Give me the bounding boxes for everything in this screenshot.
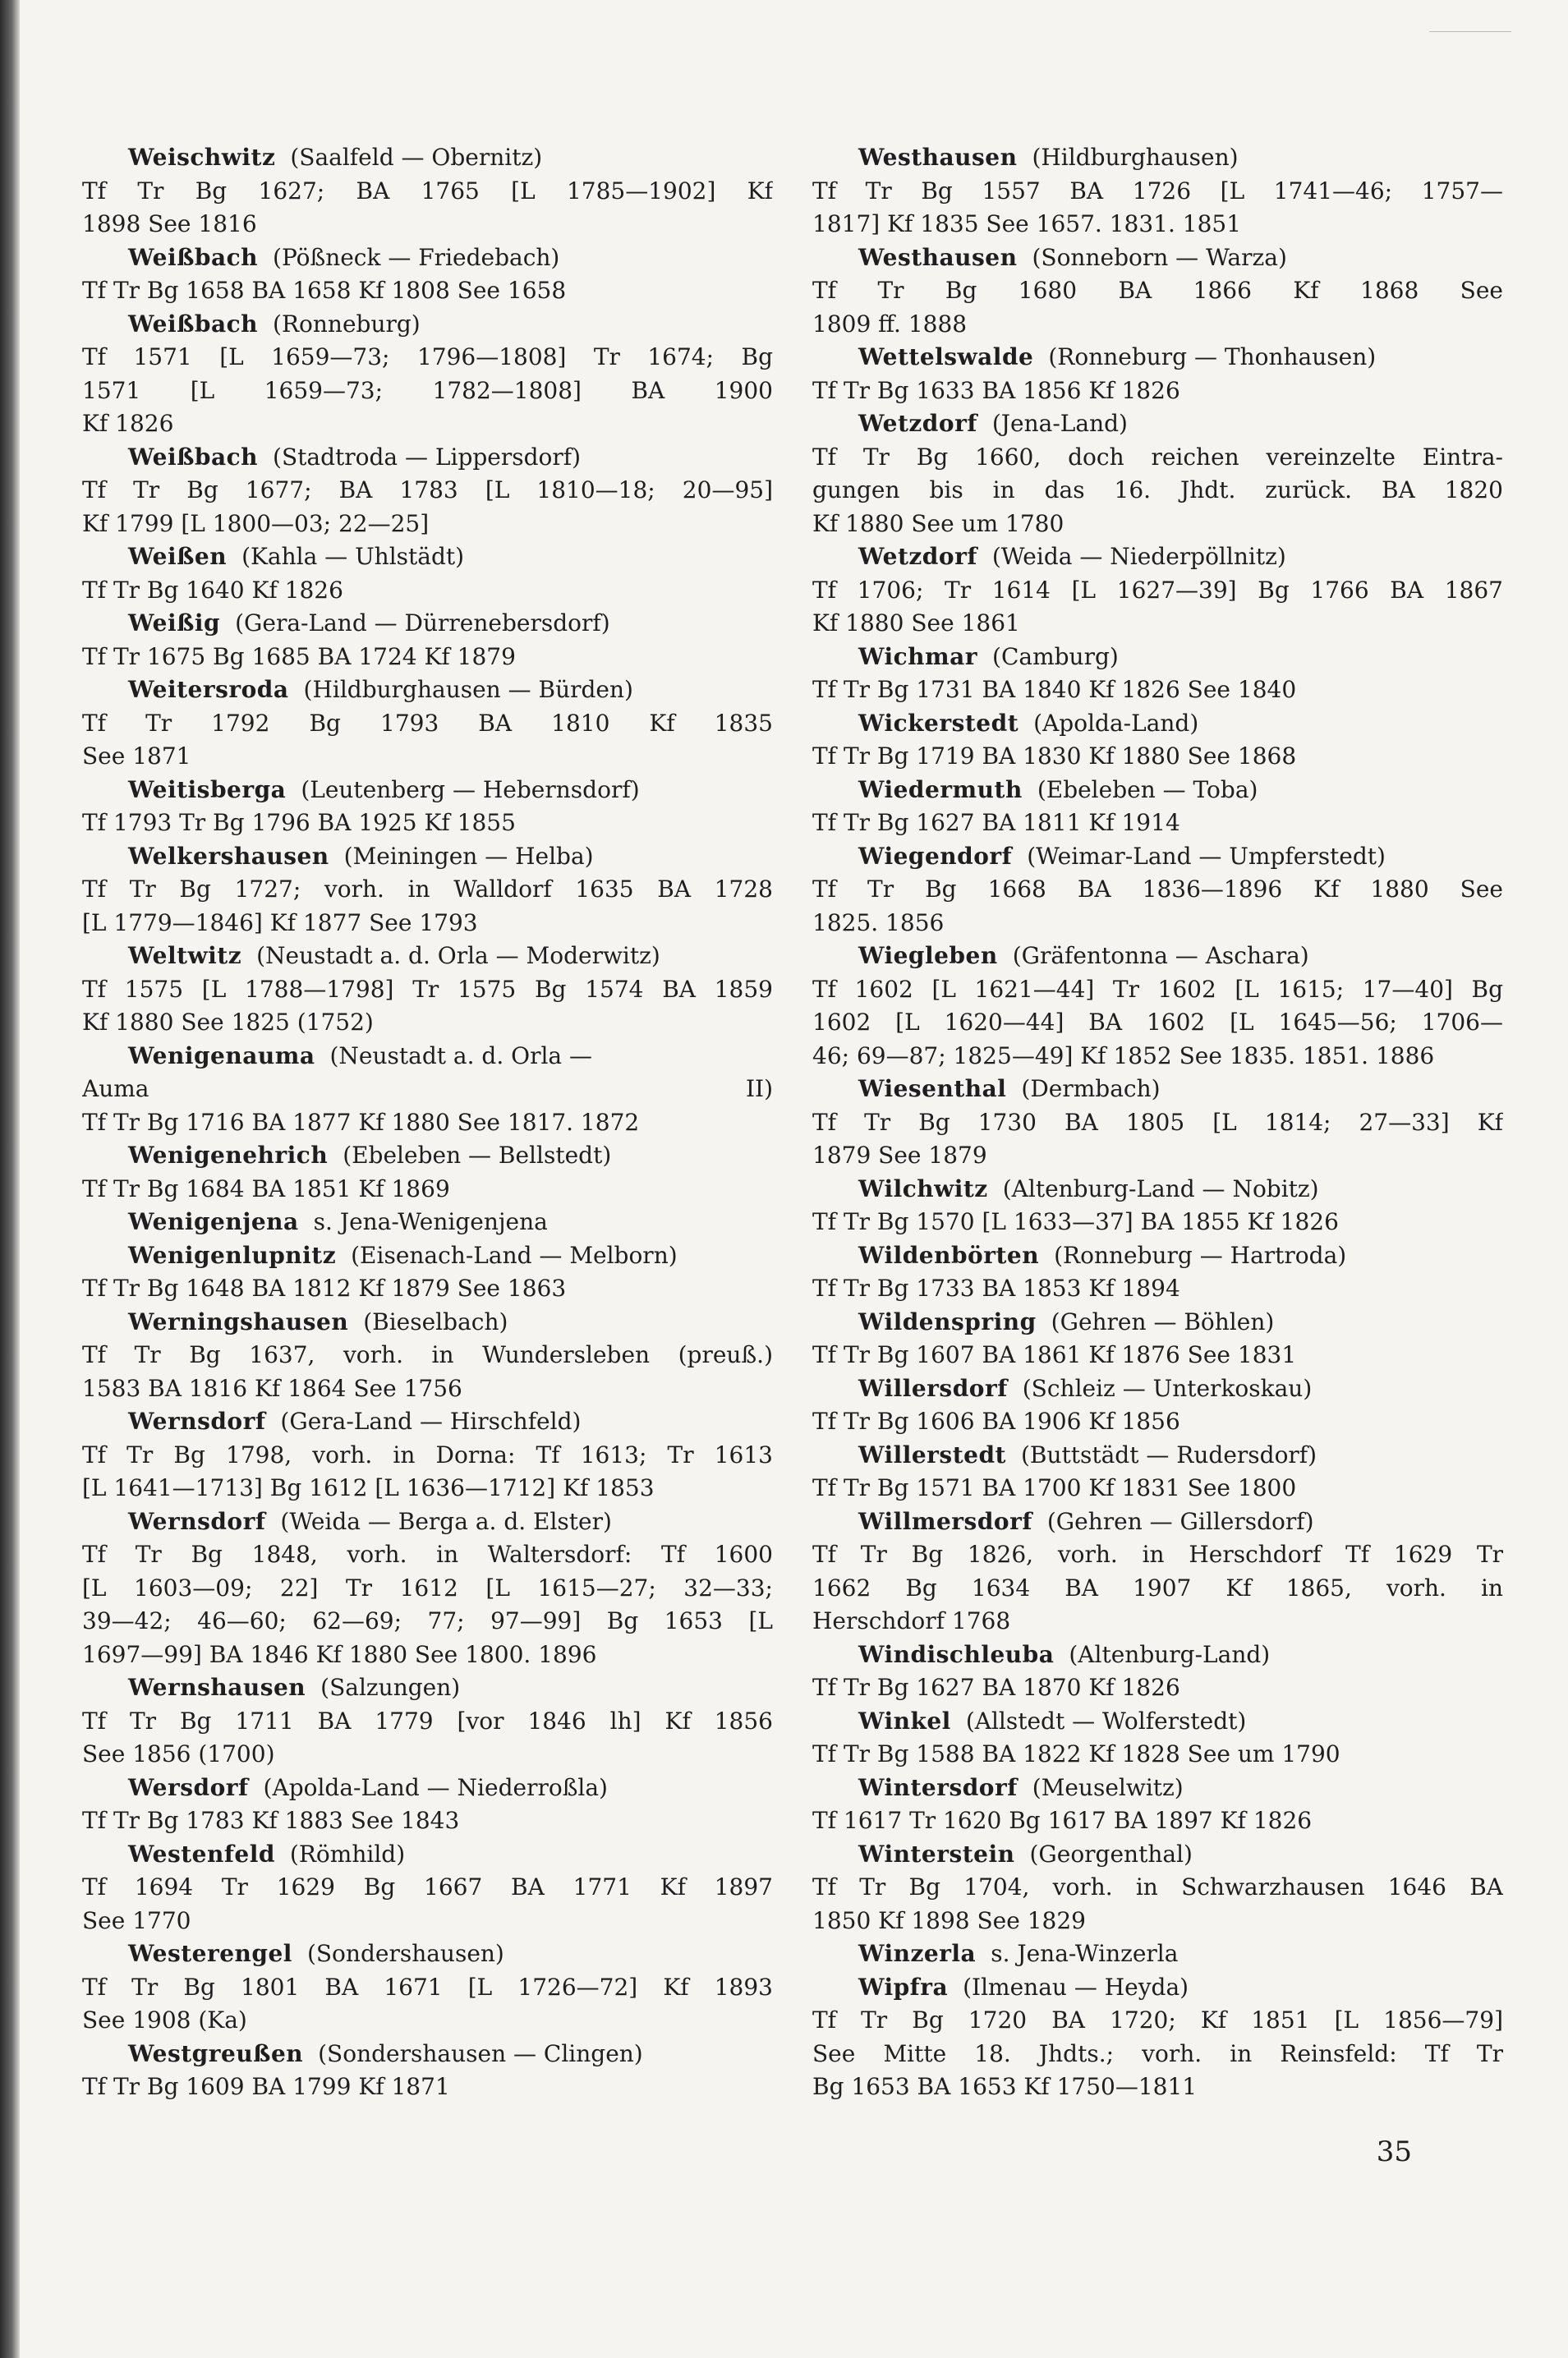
entry-heading bbox=[812, 1705, 1503, 1739]
district-reference: (Eisenach-Land — Melborn) bbox=[351, 1241, 678, 1269]
place-name: Wilchwitz bbox=[858, 1174, 988, 1202]
record-line: 1662 Bg 1634 BA 1907 Kf 1865, vorh. in bbox=[812, 1574, 1503, 1602]
district-reference: (Altenburg-Land) bbox=[1069, 1640, 1271, 1668]
entry-heading bbox=[812, 241, 1503, 275]
district-reference: (Ebeleben — Toba) bbox=[1037, 775, 1258, 803]
record-line: Tf Tr Bg 1606 BA 1906 Kf 1856 bbox=[812, 1408, 1180, 1435]
district-reference: (Sonneborn — Warza) bbox=[1032, 243, 1287, 271]
entry-heading bbox=[812, 407, 1503, 441]
entry-heading bbox=[82, 607, 773, 641]
place-name: Westgreußen bbox=[128, 2039, 304, 2067]
district-reference: (Kahla — Uhlstädt) bbox=[241, 543, 465, 570]
entry-heading bbox=[82, 1505, 773, 1539]
record-line: Tf Tr Bg 1848, vorh. in Waltersdorf: Tf 1600 bbox=[82, 1541, 773, 1568]
place-name: Wipfra bbox=[858, 1973, 949, 2001]
place-name: Windischleuba bbox=[858, 1640, 1055, 1668]
register-entry bbox=[82, 607, 773, 673]
record-line: Tf 1602 [L 1621—44] Tr 1602 [L 1615; 17—40] Bg bbox=[812, 975, 1503, 1003]
entry-heading bbox=[812, 707, 1503, 741]
place-name: Wichmar bbox=[858, 642, 978, 670]
record-line: Kf 1880 See 1861 bbox=[812, 609, 1020, 637]
record-line: Tf Tr Bg 1727; vorh. in Walldorf 1635 BA 1728 bbox=[82, 876, 773, 903]
place-name: Wildenspring bbox=[858, 1308, 1037, 1335]
entry-heading bbox=[82, 2038, 773, 2071]
district-reference: (Schleiz — Unterkoskau) bbox=[1022, 1374, 1313, 1402]
register-entry bbox=[812, 540, 1503, 641]
record-line: Tf Tr Bg 1571 BA 1700 Kf 1831 See 1800 bbox=[812, 1474, 1297, 1501]
place-name: Wiedermuth bbox=[858, 775, 1023, 803]
entry-heading bbox=[82, 1772, 773, 1805]
place-name: Weltwitz bbox=[128, 942, 242, 969]
register-entry bbox=[812, 1173, 1503, 1239]
place-name: Westerengel bbox=[128, 1940, 292, 1967]
page-number: 35 bbox=[1376, 2135, 1412, 2168]
record-line: Tf Tr Bg 1637, vorh. in Wundersleben (preuß.) bbox=[82, 1341, 773, 1368]
place-name: Weißen bbox=[128, 543, 228, 570]
place-name: Wenigenehrich bbox=[128, 1142, 329, 1169]
register-entry bbox=[82, 1937, 773, 2038]
place-name: Westhausen bbox=[858, 144, 1018, 171]
record-line: 1898 See 1816 bbox=[82, 210, 257, 237]
entry-heading bbox=[812, 1505, 1503, 1539]
entry-heading bbox=[812, 1937, 1503, 1971]
district-reference: (Weimar-Land — Umpferstedt) bbox=[1027, 842, 1386, 870]
district-reference: (Ebeleben — Bellstedt) bbox=[343, 1142, 612, 1169]
register-entry bbox=[812, 840, 1503, 940]
entry-heading bbox=[812, 840, 1503, 874]
register-entry bbox=[812, 1639, 1503, 1705]
place-name: Willmersdorf bbox=[858, 1507, 1032, 1535]
record-line: Tf Tr Bg 1783 Kf 1883 See 1843 bbox=[82, 1807, 460, 1834]
record-line: See 1871 bbox=[82, 742, 191, 770]
place-name: Wenigenjena bbox=[128, 1208, 299, 1235]
record-line: 1809 ff. 1888 bbox=[812, 310, 968, 338]
place-name: Wettelswalde bbox=[858, 343, 1034, 370]
record-line: Tf 1694 Tr 1629 Bg 1667 BA 1771 Kf 1897 bbox=[82, 1873, 773, 1901]
place-name: Wiegleben bbox=[858, 942, 998, 969]
place-name: Wildenbörten bbox=[858, 1241, 1040, 1269]
district-reference: (Camburg) bbox=[992, 642, 1119, 670]
entry-heading bbox=[812, 1073, 1503, 1106]
record-line: Tf Tr Bg 1607 BA 1861 Kf 1876 See 1831 bbox=[812, 1341, 1297, 1368]
entry-heading bbox=[812, 774, 1503, 807]
register-entry bbox=[82, 1306, 773, 1406]
place-name: Wetzdorf bbox=[858, 410, 977, 437]
register-entry bbox=[82, 1671, 773, 1772]
place-name: Weischwitz bbox=[128, 144, 276, 171]
record-line: Tf Tr Bg 1684 BA 1851 Kf 1869 bbox=[82, 1174, 450, 1202]
register-entry bbox=[812, 1772, 1503, 1838]
place-name: Wersdorf bbox=[128, 1773, 249, 1801]
record-line: Tf Tr Bg 1716 BA 1877 Kf 1880 See 1817. 1872 bbox=[82, 1108, 640, 1136]
register-entry bbox=[82, 308, 773, 441]
record-line: Tf Tr Bg 1658 BA 1658 Kf 1808 See 1658 bbox=[82, 277, 567, 304]
place-name: Wetzdorf bbox=[858, 543, 977, 570]
record-line: Tf Tr Bg 1677; BA 1783 [L 1810—18; 20—95] bbox=[82, 476, 773, 503]
record-line: Tf Tr Bg 1627; BA 1765 [L 1785—1902] Kf bbox=[82, 177, 773, 205]
record-line: Tf Tr Bg 1557 BA 1726 [L 1741—46; 1757— bbox=[812, 177, 1503, 205]
register-entry bbox=[812, 1372, 1503, 1439]
register-entry bbox=[812, 241, 1503, 342]
district-reference: (Ronneburg — Hartroda) bbox=[1054, 1241, 1347, 1269]
record-line: 1879 See 1879 bbox=[812, 1142, 987, 1169]
register-entry bbox=[82, 940, 773, 1040]
record-line: Tf 1706; Tr 1614 [L 1627—39] Bg 1766 BA 1867 bbox=[812, 576, 1503, 604]
register-entry bbox=[82, 774, 773, 840]
entry-heading bbox=[82, 241, 773, 275]
district-reference: (Jena-Land) bbox=[991, 410, 1128, 437]
record-line: Tf Tr Bg 1711 BA 1779 [vor 1846 lh] Kf 1856 bbox=[82, 1707, 773, 1735]
district-reference: (Meuselwitz) bbox=[1032, 1773, 1184, 1801]
record-line: See Mitte 18. Jhdts.; vorh. in Reinsfeld: Tf Tr bbox=[812, 2039, 1503, 2067]
record-line: Tf Tr Bg 1720 BA 1720; Kf 1851 [L 1856—79] bbox=[812, 2006, 1503, 2034]
register-entry bbox=[812, 774, 1503, 840]
entry-heading bbox=[812, 540, 1503, 574]
entry-heading bbox=[812, 341, 1503, 375]
district-reference: (Sondershausen — Clingen) bbox=[318, 2039, 643, 2067]
record-line: Herschdorf 1768 bbox=[812, 1607, 1011, 1634]
district-reference: (Apolda-Land) bbox=[1033, 709, 1199, 737]
district-reference: (Gräfentonna — Aschara) bbox=[1012, 942, 1309, 969]
place-name: Westenfeld bbox=[128, 1840, 275, 1868]
record-line: Tf Tr Bg 1731 BA 1840 Kf 1826 See 1840 bbox=[812, 676, 1297, 703]
place-name: Wintersdorf bbox=[858, 1773, 1018, 1801]
entry-heading bbox=[82, 1040, 773, 1073]
record-line: See 1856 (1700) bbox=[82, 1740, 275, 1767]
register-page bbox=[82, 141, 1503, 2145]
register-entry bbox=[82, 540, 773, 607]
record-line: Tf Tr Bg 1588 BA 1822 Kf 1828 See um 1790 bbox=[812, 1740, 1340, 1767]
record-line: Tf Tr Bg 1730 BA 1805 [L 1814; 27—33] Kf bbox=[812, 1108, 1503, 1136]
register-entry bbox=[82, 2038, 773, 2104]
register-entry bbox=[82, 1772, 773, 1838]
record-line: 1571 [L 1659—73; 1782—1808] BA 1900 bbox=[82, 376, 773, 404]
record-line: Bg 1653 BA 1653 Kf 1750—1811 bbox=[812, 2073, 1198, 2100]
register-entry bbox=[812, 1306, 1503, 1372]
record-line: [L 1603—09; 22] Tr 1612 [L 1615—27; 32—33; bbox=[82, 1574, 773, 1602]
place-name: Willerstedt bbox=[858, 1441, 1006, 1469]
place-name: Wernsdorf bbox=[128, 1507, 266, 1535]
entry-heading bbox=[82, 1139, 773, 1173]
register-entry bbox=[812, 1505, 1503, 1639]
entry-heading bbox=[812, 1173, 1503, 1207]
entry-heading bbox=[82, 141, 773, 175]
register-entry bbox=[812, 641, 1503, 707]
register-entry bbox=[812, 707, 1503, 774]
register-entry bbox=[82, 673, 773, 774]
entry-heading bbox=[812, 1971, 1503, 2005]
entry-heading bbox=[82, 774, 773, 807]
place-name: Willersdorf bbox=[858, 1374, 1008, 1402]
place-name: Wernsdorf bbox=[128, 1408, 266, 1435]
place-name: Westhausen bbox=[858, 243, 1018, 271]
register-entry bbox=[812, 1073, 1503, 1173]
register-entry bbox=[82, 1405, 773, 1505]
entry-heading bbox=[812, 1838, 1503, 1872]
entry-heading bbox=[82, 1937, 773, 1971]
register-entry bbox=[812, 1971, 1503, 2104]
record-line: Kf 1880 See um 1780 bbox=[812, 509, 1064, 537]
district-reference: (Neustadt a. d. Orla — bbox=[329, 1041, 593, 1069]
register-entry bbox=[82, 141, 773, 241]
register-entry bbox=[82, 1139, 773, 1206]
entry-heading bbox=[82, 1306, 773, 1340]
register-entry bbox=[812, 407, 1503, 540]
district-reference: (Weida — Niederpöllnitz) bbox=[991, 543, 1286, 570]
entry-heading bbox=[82, 1239, 773, 1273]
record-line: 1850 Kf 1898 See 1829 bbox=[812, 1906, 1086, 1934]
district-reference: (Gera-Land — Dürrenebersdorf) bbox=[235, 609, 610, 637]
place-name: Weißbach bbox=[128, 310, 259, 338]
district-reference: s. Jena-Wenigenjena bbox=[313, 1208, 548, 1235]
register-entry bbox=[82, 441, 773, 541]
record-line: Tf Tr Bg 1648 BA 1812 Kf 1879 See 1863 bbox=[82, 1275, 567, 1302]
record-line: Tf Tr Bg 1633 BA 1856 Kf 1826 bbox=[812, 376, 1180, 404]
record-line: 1825. 1856 bbox=[812, 908, 945, 936]
register-entry bbox=[82, 1239, 773, 1306]
place-name: Winkel bbox=[858, 1707, 951, 1735]
record-line: Kf 1880 See 1825 (1752) bbox=[82, 1009, 374, 1036]
register-entry bbox=[812, 141, 1503, 241]
entry-heading bbox=[82, 673, 773, 707]
register-entry bbox=[812, 1439, 1503, 1505]
register-entry bbox=[82, 1505, 773, 1672]
district-reference: s. Jena-Winzerla bbox=[991, 1940, 1179, 1967]
district-reference: (Bieselbach) bbox=[363, 1308, 508, 1335]
entry-heading bbox=[812, 641, 1503, 674]
entry-heading bbox=[812, 1639, 1503, 1672]
district-reference: (Weida — Berga a. d. Elster) bbox=[280, 1507, 612, 1535]
record-line: 46; 69—87; 1825—49] Kf 1852 See 1835. 1851. 1886 bbox=[812, 1041, 1435, 1069]
record-line: Tf Tr Bg 1668 BA 1836—1896 Kf 1880 See bbox=[812, 876, 1503, 903]
entry-heading bbox=[812, 141, 1503, 175]
register-entry bbox=[812, 1705, 1503, 1772]
record-line: Tf Tr Bg 1719 BA 1830 Kf 1880 See 1868 bbox=[812, 742, 1297, 770]
district-reference: (Hildburghausen — Bürden) bbox=[303, 676, 633, 703]
register-entry bbox=[812, 341, 1503, 407]
district-reference: (Saalfeld — Obernitz) bbox=[290, 144, 543, 171]
entry-heading bbox=[82, 540, 773, 574]
district-reference: (Georgenthal) bbox=[1029, 1840, 1193, 1868]
entry-heading bbox=[82, 1206, 773, 1239]
register-entry bbox=[82, 1040, 773, 1140]
place-name: Weitersroda bbox=[128, 676, 289, 703]
entry-heading bbox=[82, 441, 773, 475]
district-reference: (Salzungen) bbox=[320, 1674, 461, 1701]
district-reference: (Allstedt — Wolferstedt) bbox=[965, 1707, 1247, 1735]
record-line: 39—42; 46—60; 62—69; 77; 97—99] Bg 1653 [L bbox=[82, 1607, 773, 1634]
record-line: Tf Tr Bg 1570 [L 1633—37] BA 1855 Kf 1826 bbox=[812, 1208, 1339, 1235]
register-entry bbox=[812, 940, 1503, 1073]
district-reference: (Leutenberg — Hebernsdorf) bbox=[301, 775, 640, 803]
record-line: [L 1641—1713] Bg 1612 [L 1636—1712] Kf 1853 bbox=[82, 1474, 655, 1501]
district-reference: (Stadtroda — Lippersdorf) bbox=[273, 443, 582, 471]
record-line: Tf 1617 Tr 1620 Bg 1617 BA 1897 Kf 1826 bbox=[812, 1807, 1313, 1834]
entry-heading bbox=[82, 1405, 773, 1439]
entry-heading bbox=[82, 1838, 773, 1872]
record-line: Kf 1826 bbox=[82, 410, 174, 437]
record-line: gungen bis in das 16. Jhdt. zurück. BA 1820 bbox=[812, 476, 1503, 503]
district-reference: (Gera-Land — Hirschfeld) bbox=[280, 1408, 582, 1435]
book-binding-shadow bbox=[0, 0, 20, 2358]
entry-heading bbox=[812, 940, 1503, 973]
district-reference: (Sondershausen) bbox=[306, 1940, 504, 1967]
record-line: 1602 [L 1620—44] BA 1602 [L 1645—56; 1706— bbox=[812, 1009, 1503, 1036]
district-reference: (Römhild) bbox=[289, 1840, 406, 1868]
place-name: Weißbach bbox=[128, 243, 259, 271]
left-column bbox=[82, 141, 773, 2145]
record-line: Tf Tr Bg 1704, vorh. in Schwarzhausen 1646 BA bbox=[812, 1873, 1503, 1901]
district-reference: (Pößneck — Friedebach) bbox=[273, 243, 560, 271]
record-line: Tf Tr Bg 1627 BA 1870 Kf 1826 bbox=[812, 1674, 1180, 1701]
place-name: Werningshausen bbox=[128, 1308, 349, 1335]
place-name: Winterstein bbox=[858, 1840, 1015, 1868]
entry-heading bbox=[82, 1671, 773, 1705]
entry-heading bbox=[812, 1772, 1503, 1805]
record-line: See 1770 bbox=[82, 1906, 191, 1934]
district-reference: (Ronneburg) bbox=[273, 310, 421, 338]
entry-heading bbox=[82, 840, 773, 874]
record-line: See 1908 (Ka) bbox=[82, 2006, 247, 2034]
record-line: Tf Tr Bg 1640 Kf 1826 bbox=[82, 576, 343, 604]
district-reference: (Altenburg-Land — Nobitz) bbox=[1002, 1174, 1319, 1202]
record-line: Tf Tr 1792 Bg 1793 BA 1810 Kf 1835 bbox=[82, 709, 773, 737]
place-name: Wiegendorf bbox=[858, 842, 1013, 870]
register-entry bbox=[82, 840, 773, 940]
record-line: Tf Tr Bg 1609 BA 1799 Kf 1871 bbox=[82, 2073, 450, 2100]
record-line: Tf Tr Bg 1826, vorh. in Herschdorf Tf 1629 Tr bbox=[812, 1541, 1503, 1568]
entry-heading bbox=[812, 1306, 1503, 1340]
record-line: [L 1779—1846] Kf 1877 See 1793 bbox=[82, 908, 478, 936]
entry-heading bbox=[82, 940, 773, 973]
district-reference: (Buttstädt — Rudersdorf) bbox=[1020, 1441, 1317, 1469]
place-name: Welkershausen bbox=[128, 842, 329, 870]
place-name: Wiesenthal bbox=[858, 1075, 1007, 1102]
record-line: Tf 1575 [L 1788—1798] Tr 1575 Bg 1574 BA 1859 bbox=[82, 975, 773, 1003]
place-name: Weitisberga bbox=[128, 775, 287, 803]
district-reference: (Neustadt a. d. Orla — Moderwitz) bbox=[256, 942, 660, 969]
register-entry bbox=[812, 1239, 1503, 1306]
register-entry bbox=[812, 1838, 1503, 1938]
place-name: Winzerla bbox=[858, 1940, 977, 1967]
district-reference: (Gehren — Böhlen) bbox=[1051, 1308, 1275, 1335]
register-entry bbox=[812, 1937, 1503, 1971]
register-entry bbox=[82, 1838, 773, 1938]
district-reference: (Apolda-Land — Niederroßla) bbox=[263, 1773, 608, 1801]
record-line: 1817] Kf 1835 See 1657. 1831. 1851 bbox=[812, 210, 1242, 237]
record-line: Kf 1799 [L 1800—03; 22—25] bbox=[82, 509, 430, 537]
record-line: Tf Tr Bg 1733 BA 1853 Kf 1894 bbox=[812, 1275, 1180, 1302]
top-rule bbox=[1429, 31, 1511, 32]
entry-heading bbox=[812, 1372, 1503, 1406]
place-name: Weißig bbox=[128, 609, 221, 637]
record-line: 1697—99] BA 1846 Kf 1880 See 1800. 1896 bbox=[82, 1640, 597, 1668]
record-line: Tf Tr Bg 1660, doch reichen vereinzelte Eintra- bbox=[812, 443, 1503, 471]
place-name: Wickerstedt bbox=[858, 709, 1019, 737]
entry-heading bbox=[82, 308, 773, 342]
district-reference: (Ilmenau — Heyda) bbox=[963, 1973, 1189, 2001]
register-entry bbox=[82, 1206, 773, 1239]
district-reference: (Hildburghausen) bbox=[1032, 144, 1239, 171]
place-name: Wenigenauma bbox=[128, 1041, 315, 1069]
record-line: Tf Tr Bg 1798, vorh. in Dorna: Tf 1613; Tr 1613 bbox=[82, 1441, 773, 1469]
district-reference: (Gehren — Gillersdorf) bbox=[1046, 1507, 1314, 1535]
record-line: Tf Tr Bg 1680 BA 1866 Kf 1868 See bbox=[812, 277, 1503, 304]
record-line: Tf Tr 1675 Bg 1685 BA 1724 Kf 1879 bbox=[82, 642, 516, 670]
place-name: Wernshausen bbox=[128, 1674, 306, 1701]
place-name: Wenigenlupnitz bbox=[128, 1241, 337, 1269]
record-line: Tf Tr Bg 1801 BA 1671 [L 1726—72] Kf 1893 bbox=[82, 1973, 773, 2001]
record-line: Auma II) bbox=[82, 1075, 773, 1102]
record-line: Tf 1571 [L 1659—73; 1796—1808] Tr 1674; Bg bbox=[82, 343, 773, 370]
record-line: 1583 BA 1816 Kf 1864 See 1756 bbox=[82, 1374, 462, 1402]
entry-heading bbox=[812, 1239, 1503, 1273]
place-name: Weißbach bbox=[128, 443, 259, 471]
record-line: Tf 1793 Tr Bg 1796 BA 1925 Kf 1855 bbox=[82, 809, 516, 836]
district-reference: (Ronneburg — Thonhausen) bbox=[1048, 343, 1377, 370]
district-reference: (Dermbach) bbox=[1021, 1075, 1161, 1102]
register-entry bbox=[82, 241, 773, 308]
right-column bbox=[812, 141, 1503, 2145]
district-reference: (Meiningen — Helba) bbox=[343, 842, 594, 870]
record-line: Tf Tr Bg 1627 BA 1811 Kf 1914 bbox=[812, 809, 1180, 836]
entry-heading bbox=[812, 1439, 1503, 1473]
